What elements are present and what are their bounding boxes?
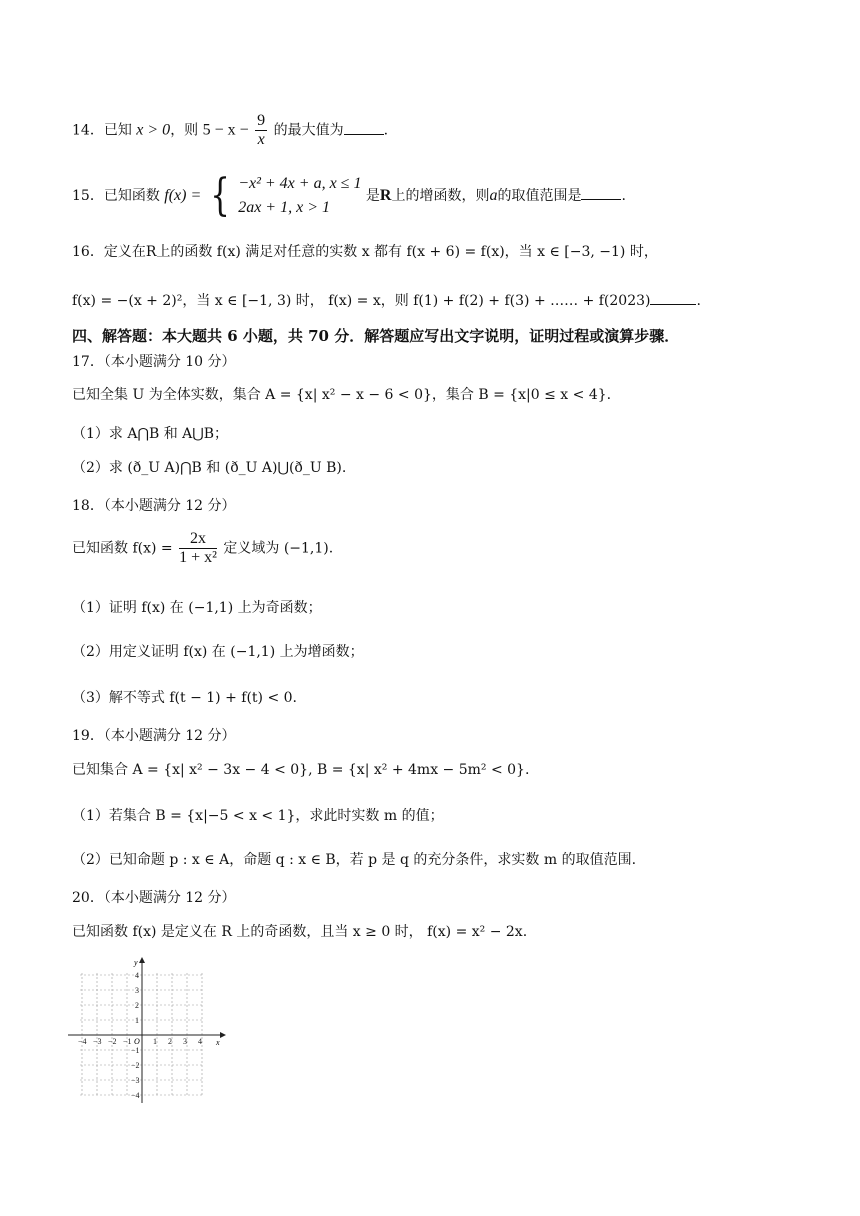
left-brace: { [209, 170, 230, 221]
x-tick-label: −1 [123, 1037, 132, 1046]
question-17-part2: （2）求 (ð_U A)⋂B 和 (ð_U A)⋃(ð_U B). [72, 460, 347, 476]
q14-expression: 5 − x − [202, 121, 249, 139]
x-axis-label: x [216, 1038, 220, 1047]
x-tick-label: 3 [183, 1037, 187, 1046]
x-tick-label: −4 [78, 1037, 87, 1046]
x-axis-arrow [220, 1032, 226, 1038]
section-heading: 四、解答题：本大题共 6 小题，共 70 分．解答题应写出文字说明，证明过程或演算步骤． [72, 327, 680, 345]
question-20-head: 20．（本小题满分 12 分） [72, 890, 236, 906]
y-tick-label: 2 [135, 1001, 139, 1010]
question-18-part1: （1）证明 f(x) 在 (−1,1) 上为奇函数； [72, 600, 322, 616]
answer-blank [344, 120, 384, 135]
origin-label: O [134, 1037, 140, 1046]
y-tick-label: 1 [135, 1016, 139, 1025]
x-tick-label: 4 [198, 1037, 202, 1046]
question-19-head: 19．（本小题满分 12 分） [72, 728, 236, 744]
question-17-head: 17．（本小题满分 10 分） [72, 354, 236, 370]
q15-number: 15． [72, 188, 104, 204]
x-tick-label: 2 [168, 1037, 172, 1046]
y-tick-label: −1 [131, 1046, 140, 1055]
question-19-part2: （2）已知命题 p : x ∈ A，命题 q : x ∈ B，若 p 是 q 的充分条件，求实数 m 的取值范围. [72, 852, 637, 868]
q14-fraction: $\frac{9}{x}$ [257, 112, 266, 148]
x-tick-label: −3 [93, 1037, 102, 1046]
y-tick-label: 4 [135, 971, 139, 980]
x-tick-label: −2 [108, 1037, 117, 1046]
y-tick-label: 3 [135, 986, 139, 995]
y-tick-label: −4 [131, 1091, 140, 1100]
question-18-head: 18．（本小题满分 12 分） [72, 498, 236, 514]
piecewise-cases: −x² + 4x + a, x ≤ 1 2ax + 1, x > 1 [238, 175, 362, 216]
y-tick-label: −3 [131, 1076, 140, 1085]
q14-number: 14． [72, 122, 104, 139]
question-18-stem: 已知函数 f(x) = $\frac{2x}{\text{1 + x²}}$ 定义域为 (−1,1). [72, 530, 334, 566]
y-axis-arrow [139, 957, 145, 963]
question-18-part3: （3）解不等式 f(t − 1) + f(t) < 0. [72, 690, 297, 706]
question-15: 15．已知函数 f(x) = { −x² + 4x + a, x ≤ 1 2ax + 1, x > 1 是R上的增函数，则a的取值范围是 . [72, 170, 626, 221]
q18-fraction: $\frac{2x}{\text{1 + x²}}$ [179, 530, 217, 566]
y-axis-label: y [134, 958, 138, 967]
question-14: 14．已知 x > 0，则 5 − x − $\frac{9}{x}$ 的最大值为 . [72, 112, 389, 148]
question-16-line1: 16．定义在R上的函数 f(x) 满足对任意的实数 x 都有 f(x + 6) = f(x)，当 x ∈ [−3, −1) 时， [72, 244, 658, 260]
question-19-part1: （1）若集合 B = {x|−5 < x < 1}，求此时实数 m 的值； [72, 808, 444, 824]
question-17-part1: （1）求 A⋂B 和 A⋃B； [72, 426, 229, 442]
answer-blank [650, 290, 696, 305]
question-16-line2: f(x) = −(x + 2)²，当 x ∈ [−1, 3) 时， f(x) = x，则 f(1) + f(2) + f(3) + …… + f(2023) . [72, 290, 701, 311]
question-20-stem: 已知函数 f(x) 是定义在 R 上的奇函数，且当 x ≥ 0 时， f(x) = x² − 2x. [72, 924, 528, 940]
y-tick-label: −2 [131, 1061, 140, 1070]
answer-blank [581, 185, 621, 200]
x-tick-label: 1 [153, 1037, 157, 1046]
q14-condition: x > 0 [136, 121, 171, 139]
question-18-part2: （2）用定义证明 f(x) 在 (−1,1) 上为增函数； [72, 644, 364, 660]
coordinate-grid [66, 955, 226, 1105]
question-17-stem: 已知全集 U 为全体实数，集合 A = {x| x² − x − 6 < 0}，集合 B = {x|0 ≤ x < 4}. [72, 387, 612, 403]
question-19-stem: 已知集合 A = {x| x² − 3x − 4 < 0}, B = {x| x² + 4mx − 5m² < 0}. [72, 762, 530, 778]
